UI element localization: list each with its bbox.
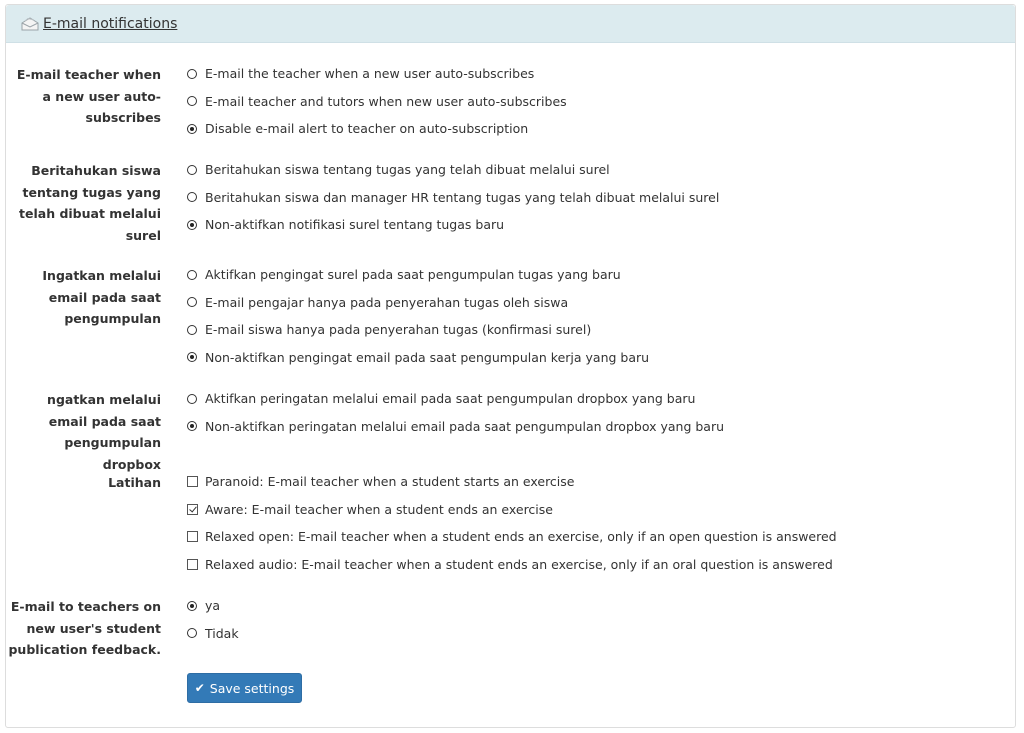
radio-button[interactable] xyxy=(187,69,197,79)
panel-title[interactable]: E-mail notifications xyxy=(43,15,178,32)
radio-button[interactable] xyxy=(187,601,197,611)
radio-option[interactable] xyxy=(187,156,719,184)
setting-label: E-mail teacher when a new user auto-subscribes xyxy=(16,67,161,125)
radio-option[interactable] xyxy=(187,261,649,289)
email-notifications-panel xyxy=(5,4,1016,728)
option-label[interactable]: E-mail teacher and tutors when new user auto-subscribes xyxy=(205,93,567,109)
radio-button[interactable] xyxy=(187,394,197,404)
checkbox[interactable] xyxy=(187,559,198,570)
envelope-icon xyxy=(20,15,40,33)
radio-button[interactable] xyxy=(187,124,197,134)
panel-heading xyxy=(6,5,1015,43)
option-label[interactable]: Aktifkan pengingat surel pada saat pengumpulan tugas yang baru xyxy=(205,267,621,283)
checkbox-option[interactable] xyxy=(187,551,837,579)
radio-button[interactable] xyxy=(187,165,197,175)
option-label[interactable]: E-mail siswa hanya pada penyerahan tugas (konfirmasi surel) xyxy=(205,322,592,338)
checkbox-option[interactable] xyxy=(187,496,837,524)
option-label[interactable]: Relaxed audio: E-mail teacher when a student ends an exercise, only if an oral question is answered xyxy=(205,556,833,572)
radio-option[interactable] xyxy=(187,211,719,239)
setting-label: ngatkan melalui email pada saat pengumpulan dropbox xyxy=(47,392,161,472)
radio-button[interactable] xyxy=(187,220,197,230)
radio-option[interactable] xyxy=(187,620,239,648)
option-label[interactable]: Beritahukan siswa tentang tugas yang telah dibuat melalui surel xyxy=(205,162,610,178)
option-label[interactable]: Tidak xyxy=(205,625,239,641)
radio-option[interactable] xyxy=(187,592,239,620)
radio-option[interactable] xyxy=(187,344,649,372)
option-label[interactable]: Non-aktifkan peringatan melalui email pada saat pengumpulan dropbox yang baru xyxy=(205,418,725,434)
option-label[interactable]: Non-aktifkan notifikasi surel tentang tugas baru xyxy=(205,217,505,233)
option-label[interactable]: Relaxed open: E-mail teacher when a student ends an exercise, only if an open question is answered xyxy=(205,529,837,545)
option-label[interactable]: E-mail pengajar hanya pada penyerahan tugas oleh siswa xyxy=(205,294,569,310)
checkbox[interactable] xyxy=(187,476,198,487)
save-settings-label: Save settings xyxy=(209,680,295,696)
radio-option[interactable] xyxy=(187,385,724,413)
save-settings-button[interactable] xyxy=(187,673,302,703)
radio-option[interactable] xyxy=(187,289,649,317)
radio-button[interactable] xyxy=(187,352,197,362)
radio-button[interactable] xyxy=(187,628,197,638)
radio-option[interactable] xyxy=(187,60,567,88)
setting-label: Ingatkan melalui email pada saat pengumpulan xyxy=(42,268,161,326)
option-label[interactable]: Aktifkan peringatan melalui email pada saat pengumpulan dropbox yang baru xyxy=(205,391,696,407)
radio-button[interactable] xyxy=(187,192,197,202)
option-label[interactable]: Disable e-mail alert to teacher on auto-subscription xyxy=(205,121,529,137)
radio-button[interactable] xyxy=(187,325,197,335)
option-label[interactable]: Aware: E-mail teacher when a student ends an exercise xyxy=(205,501,553,517)
checkbox-option[interactable] xyxy=(187,468,837,496)
checkbox[interactable] xyxy=(187,504,198,515)
radio-option[interactable] xyxy=(187,316,649,344)
setting-label: E-mail to teachers on new user's student publication feedback. xyxy=(8,599,161,657)
setting-label: Beritahukan siswa tentang tugas yang telah dibuat melalui surel xyxy=(19,163,161,243)
radio-option[interactable] xyxy=(187,88,567,116)
radio-button[interactable] xyxy=(187,270,197,280)
radio-option[interactable] xyxy=(187,115,567,143)
option-label[interactable]: ya xyxy=(205,598,221,614)
option-label[interactable]: Beritahukan siswa dan manager HR tentang tugas yang telah dibuat melalui surel xyxy=(205,189,720,205)
option-label[interactable]: E-mail the teacher when a new user auto-subscribes xyxy=(205,66,535,82)
radio-button[interactable] xyxy=(187,421,197,431)
check-icon: ✔ xyxy=(194,681,205,695)
option-label[interactable]: Non-aktifkan pengingat email pada saat pengumpulan kerja yang baru xyxy=(205,349,650,365)
radio-button[interactable] xyxy=(187,96,197,106)
setting-label: Latihan xyxy=(108,475,161,490)
radio-option[interactable] xyxy=(187,184,719,212)
radio-option[interactable] xyxy=(187,413,724,441)
radio-button[interactable] xyxy=(187,297,197,307)
checkbox-option[interactable] xyxy=(187,523,837,551)
option-label[interactable]: Paranoid: E-mail teacher when a student starts an exercise xyxy=(205,474,575,490)
checkbox[interactable] xyxy=(187,531,198,542)
